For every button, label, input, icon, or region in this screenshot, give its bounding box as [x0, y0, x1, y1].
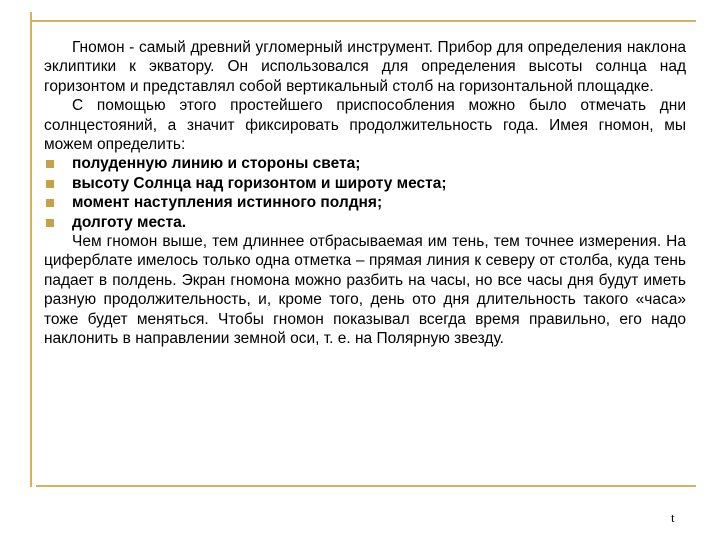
list-item-text: долготу места. [72, 213, 187, 231]
list-item-text: высоту Солнца над горизонтом и широту места; [72, 174, 447, 192]
top-frame-line [30, 20, 696, 22]
slide-body [44, 38, 686, 349]
capabilities-list [44, 154, 686, 232]
list-item-text: полуденную линию и стороны света; [72, 155, 361, 173]
list-item [44, 154, 686, 173]
precision-paragraph: Чем гномон выше, тем длиннее отбрасываемая им тень, тем точнее измерения. На циферблате имелось только одна отметка – прямая линия к северу от столба, куда тень падает в полдень. Экран гномона можно разбить на часы, но все часы дня будут иметь разную продолжительность, и, кроме того, день ото дня длительность такого «часа» тоже будет меняться. Чтобы гномон показывал всегда время правильно, его надо наклонить в направлении земной оси, т. е. на Полярную звезду. [44, 233, 686, 348]
list-item-text: момент наступления истинного полдня; [72, 194, 383, 212]
square-bullet-icon [46, 199, 54, 207]
list-item [44, 174, 686, 193]
usage-paragraph: С помощью этого простейшего приспособления можно было отмечать дни солнцестояний, а значит фиксировать продолжительность года. Имея гномон, мы можем определить: [44, 97, 686, 154]
bottom-frame-line [36, 485, 696, 487]
list-item [44, 213, 686, 232]
square-bullet-icon [46, 180, 54, 188]
list-item [44, 193, 686, 212]
square-bullet-icon [46, 219, 54, 227]
page-number: t [671, 510, 675, 525]
left-frame-line [30, 12, 32, 487]
intro-paragraph: Гномон - самый древний угломерный инструмент. Прибор для определения наклона эклиптики к экватору. Он использовался для определения высоты солнца над горизонтом и представлял собой вертикальный столб на горизонтальной площадке. [44, 39, 686, 95]
square-bullet-icon [46, 160, 54, 168]
